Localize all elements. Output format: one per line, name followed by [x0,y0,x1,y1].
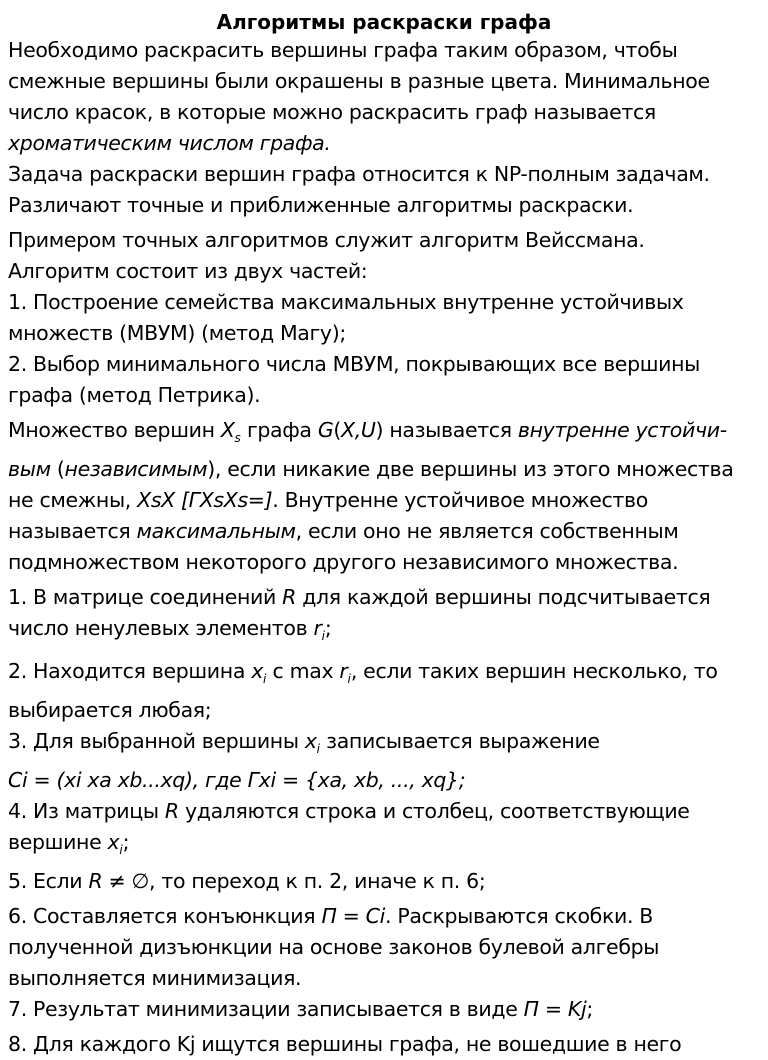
step-5-text-b: , то переход к п. 2, иначе к п. 6; [149,869,486,893]
subscript-i: i [119,843,123,857]
paragraph-definition [8,415,760,578]
step-3-text-a: 3. Для выбранной вершины [8,729,305,753]
semicolon: ; [586,997,593,1021]
not-equal-empty: ≠ ∅ [102,869,150,893]
semicolon: ; [324,616,332,640]
def-text-h: , если оно не является собственным подмножеством некоторого другого независимого множества. [8,519,679,574]
step-6 [8,901,760,994]
step-2 [8,656,760,726]
formula-ci: Ci = (xi xa xb...xq), где Гxi = {xa, xb, ..., xq}; [8,768,466,792]
var-x: X [220,418,235,442]
list-item-part-2: 2. Выбор минимального числа МВУМ, покрывающих все вершины графа (метод Петрика). [8,352,701,407]
var-x: x [304,729,317,753]
step-1 [8,582,760,652]
step-6-text-b: . Раскрываются скобки. В полученной дизъюнкции на основе законов булевой алгебры выполняется минимизация. [8,904,660,990]
def-text-a: Множество вершин [8,418,221,442]
step-3 [8,726,760,765]
subscript-i: i [263,672,267,686]
term-internally-stable: внутренне устойчи-вым [8,418,727,481]
term-chromatic-number: хроматическим числом графа. [8,131,331,155]
document-body [0,35,768,1060]
paragraph-np: Задача раскраски вершин графа относится к NP-полным задачам. Различают точные и приближенные алгоритмы раскраски. [8,162,710,217]
formula-conjunction: П = Ci [321,904,385,928]
step-3-formula [8,765,760,796]
var-r: R [88,869,103,893]
def-text-f: ), если никакие две вершины из этого множества не смежны, [8,457,734,512]
step-2-text-c: , если таких вершин несколько, то выбирается любая; [8,659,718,722]
paragraph-two-parts: Алгоритм состоит из двух частей: [8,259,368,283]
list-item-part-1: 1. Построение семейства максимальных внутренне устойчивых множеств (МВУМ) (метод Магу); [8,290,684,345]
var-r: R [164,799,179,823]
step-4-text-a: 4. Из матрицы [8,799,165,823]
step-1-text-a: 1. В матрице соединений [8,585,283,609]
var-r: r [313,616,322,640]
var-x: x [251,659,264,683]
step-8: 8. Для каждого Kj ищутся вершины графа, не вошедшие в него [8,1032,682,1056]
step-7 [8,994,760,1025]
step-2-text-b: c max [266,659,340,683]
term-maximal: максимальным [136,519,296,543]
subscript-i: i [316,742,320,756]
step-6-text-a: 6. Составляется конъюнкция [8,904,322,928]
step-5-text-a: 5. Если [8,869,89,893]
page-title: Алгоритмы раскраски графа [216,10,552,34]
step-5 [8,866,760,897]
subscript-i: i [321,629,325,643]
var-r: r [339,659,348,683]
paren-open-2: ( [50,457,65,481]
def-text-b: графа [240,418,318,442]
var-x: x [107,830,120,854]
semicolon: ; [122,830,130,854]
step-3-text-b: записывается выражение [320,729,600,753]
def-text-d: ) называется [375,418,518,442]
paragraph-intro [8,35,760,159]
step-2-text-a: 2. Находится вершина [8,659,252,683]
intro-text: Необходимо раскрасить вершины графа таким образом, чтобы смежные вершины были окрашены в разные цвета. Минимальное число красок, в которые можно раскрасить граф называется [8,38,710,124]
subscript-s: s [234,431,241,445]
var-g: G [317,418,334,442]
def-text-g: . Внутренне устойчивое множество называется [8,488,648,543]
step-4 [8,796,760,866]
paragraph-weissman: Примером точных алгоритмов служит алгоритм Вейссмана. [8,228,645,252]
step-7-text-a: 7. Результат минимизации записывается в виде [8,997,524,1021]
var-r: R [282,585,297,609]
term-independent: независимым [64,457,208,481]
paren-open: ( [333,418,342,442]
step-1-text-b: для каждой вершины подсчитывается число ненулевых элементов [8,585,711,640]
var-xu: X,U [341,418,376,442]
step-4-text-b: удаляются строка и столбец, соответствующие вершине [8,799,690,854]
subscript-i: i [347,672,351,686]
formula-disjunction: П = Kj [523,997,587,1021]
formula-subset: XsX [ГXsXs=] [137,488,273,512]
